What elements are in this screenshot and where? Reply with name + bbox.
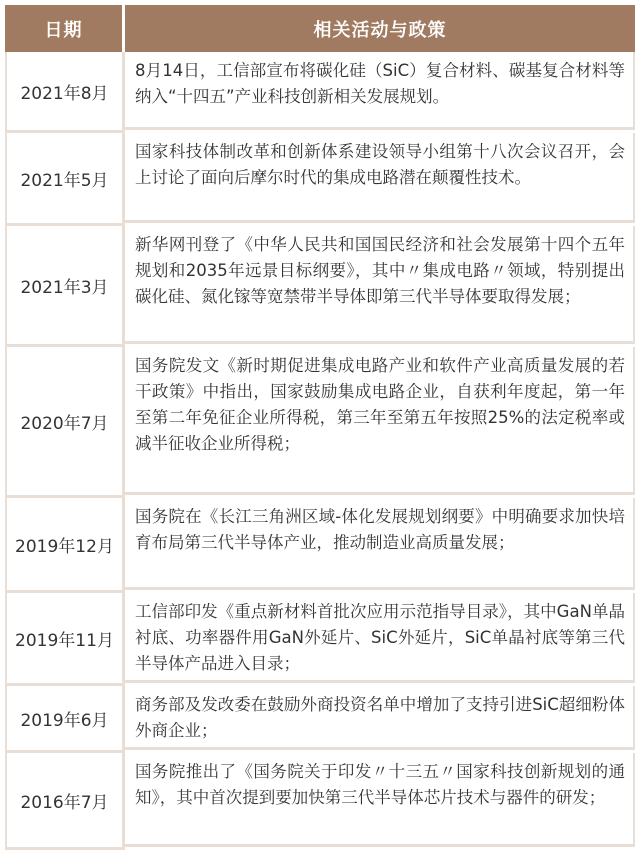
table-grid: [5, 5, 635, 850]
row-policy-text: 8月14日，工信部宣布将碳化硅（SiC）复合材料、碳基复合材料等纳入“十四五”产业科技创新相关发展规划。: [125, 52, 635, 130]
date-column-header: 日期: [5, 5, 125, 52]
row-policy-text: 商务部及发改委在鼓励外商投资名单中增加了支持引进SiC超细粉体外商企业；: [125, 686, 635, 750]
row-date: 2019年12月: [5, 498, 125, 593]
row-policy-text: 工信部印发《重点新材料首批次应用示范指导目录》，其中GaN单晶衬底、功率器件用GaN外延片、SiC外延片，SiC单晶衬底等第三代半导体产品进入目录；: [125, 593, 635, 683]
row-date: 2020年7月: [5, 347, 125, 498]
row-policy-text: 国家科技体制改革和创新体系建设领导小组第十八次会议召开，会上讨论了面向后摩尔时代的集成电路潜在颠覆性技术。: [125, 133, 635, 223]
row-date: 2016年7月: [5, 753, 125, 850]
row-policy-text: 国务院发文《新时期促进集成电路产业和软件产业高质量发展的若干政策》中指出，国家鼓励集成电路企业，自获利年度起，第一年至第二年免征企业所得税，第三年至第五年按照25%的法定税率或减半征收企业所得税；: [125, 347, 635, 495]
row-date: 2021年3月: [5, 226, 125, 347]
row-policy-text: 国务院推出了《国务院关于印发〃十三五〃国家科技创新规划的通知》，其中首次提到要加快第三代半导体芯片技术与器件的研发；: [125, 753, 635, 847]
row-policy-text: 国务院在《长江三角洲区域-体化发展规划纲要》中明确要求加快培育布局第三代半导体产业，推动制造业高质量发展；: [125, 498, 635, 590]
row-date: 2021年5月: [5, 133, 125, 226]
policy-column-header: 相关活动与政策: [125, 5, 635, 52]
row-date: 2021年8月: [5, 52, 125, 133]
row-policy-text: 新华网刊登了《中华人民共和国国民经济和社会发展第十四个五年规划和2035年远景目标纲要》，其中〃集成电路〃领域，特别提出碳化硅、氮化镓等宽禁带半导体即第三代半导体要取得发展；: [125, 226, 635, 344]
row-date: 2019年6月: [5, 686, 125, 753]
row-date: 2019年11月: [5, 593, 125, 686]
